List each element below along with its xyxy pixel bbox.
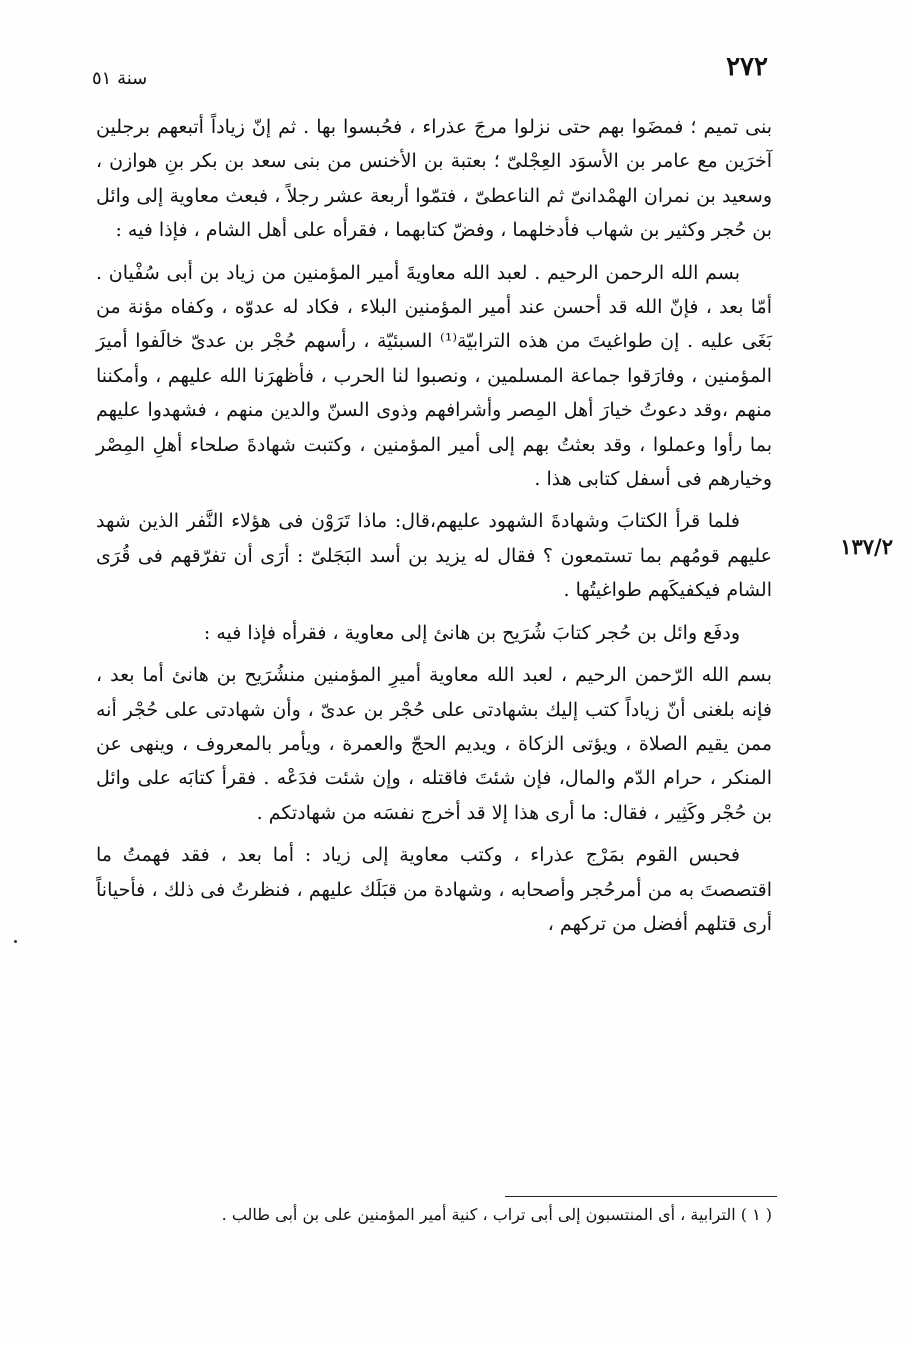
footnote-divider: [505, 1196, 777, 1197]
paragraph: بنى تميم ؛ فمضَوا بهم حتى نزلوا مرجَ عذراء ، فحُبسوا بها . ثم إنّ زياداً أتبعهم برجلين آخرَين مع عامر بن الأسوَد العِجْلىّ ؛ بعتبة بن الأخنس من بنى سعد بن بكر بنِ هوازن ، وسعيد بن نمران الهمْدانىّ ثم الناعطىّ ، فتمّوا أربعة عشر رجلاً ، فبعث معاوية إلى وائل بن حُجر وكثير بن شهاب فأدخلهما ، وفضّ كتابهما ، فقرأه على أهل الشام ، فإذا فيه :: [96, 116, 772, 242]
year-label: سنة ٥١: [92, 68, 148, 89]
scan-speck: [14, 940, 17, 943]
paragraph: بسم الله الرحمن الرحيم . لعبد الله معاويةَ أمير المؤمنين من زياد بن أبى سُفْيان . أمّا بعد ، فإنّ الله قد أحسن عند أمير المؤمنين البلاء ، فكاد له عدوّه ، وكفاه مؤنة من بَغَى عليه . إن طواغيتَ من هذه الترابيّة⁽¹⁾ السبئيّة ، رأسهم حُجْر بن عدىّ خالَفوا أميرَ المؤمنين ، وفارَقوا جماعة المسلمين ، ونصبوا لنا الحرب ، فأظهرَنا الله عليهم ، وأمكننا منهم ،وقد دعوتُ خيارَ أهل المِصر وأشرافهم وذوى السنّ والدين منهم ، فشهدوا عليهم بما رأوا وعملوا ، وقد بعثتُ بهم إلى أمير المؤمنين ، وكتبت شهادةَ صلحاء أهلِ المِصْر وخيارهم فى أسفل كتابى هذا .: [96, 261, 772, 491]
margin-reference: ١٣٧/٢: [840, 534, 893, 559]
paragraph: فحبس القوم بمَرْج عذراء ، وكتب معاوية إلى زياد : أما بعد ، فقد فهمتُ ما اقتصصتَ به من أمرحُجر وأصحابه ، وشهادة من قبَلَك عليهم ، فنظرتُ فى ذلك ، فأحياناً أرى قتلهم أفضل من تركهم ،: [96, 844, 772, 935]
page-header: [92, 52, 768, 92]
paragraph: ودفَع وائل بن حُجر كتابَ شُرَيح بن هانئ إلى معاوية ، فقرأه فإذا فيه :: [203, 621, 740, 644]
page-number: ٢٧٢: [726, 52, 768, 82]
footnote: ( ١ ) الترابية ، أى المنتسبون إلى أبى تراب ، كنية أمير المؤمنين على بن أبى طالب .: [221, 1205, 772, 1224]
paragraph: بسم الله الرّحمن الرحيم ، لعبد الله معاوية أميرِ المؤمنين منشُرَيح بن هانئ أما بعد ، فإنه بلغنى أنّ زياداً كتب إليك بشهادتى على حُجْر بن عدىّ ، وأن شهادتى على حُجْر أنه ممن يقيم الصلاة ، ويؤتى الزكاة ، ويديم الحجّ والعمرة ، ويأمر بالمعروف ، وينهى عن المنكر ، حرام الدّم والمال، فإن شئتَ فاقتله ، وإن شئت فدَعْه . فقرأ كتابَه على وائل بن حُجْر وكَثِير ، فقال: ما أرى هذا إلا قد أخرج نفسَه من شهادتكم .: [96, 664, 772, 824]
paragraph: فلما قرأ الكتابَ وشهادةَ الشهود عليهم،قال: ماذا تَرَوْن فى هؤلاء النَّفر الذين شهد عليهم قومُهم بما تستمعون ؟ فقال له يزيد بن أسد البَجَلىّ : أرَى أن تفرّقهم فى قُرَى الشام فيكفيكَهم طواغيتُها .: [96, 510, 772, 602]
main-text: [96, 110, 772, 949]
